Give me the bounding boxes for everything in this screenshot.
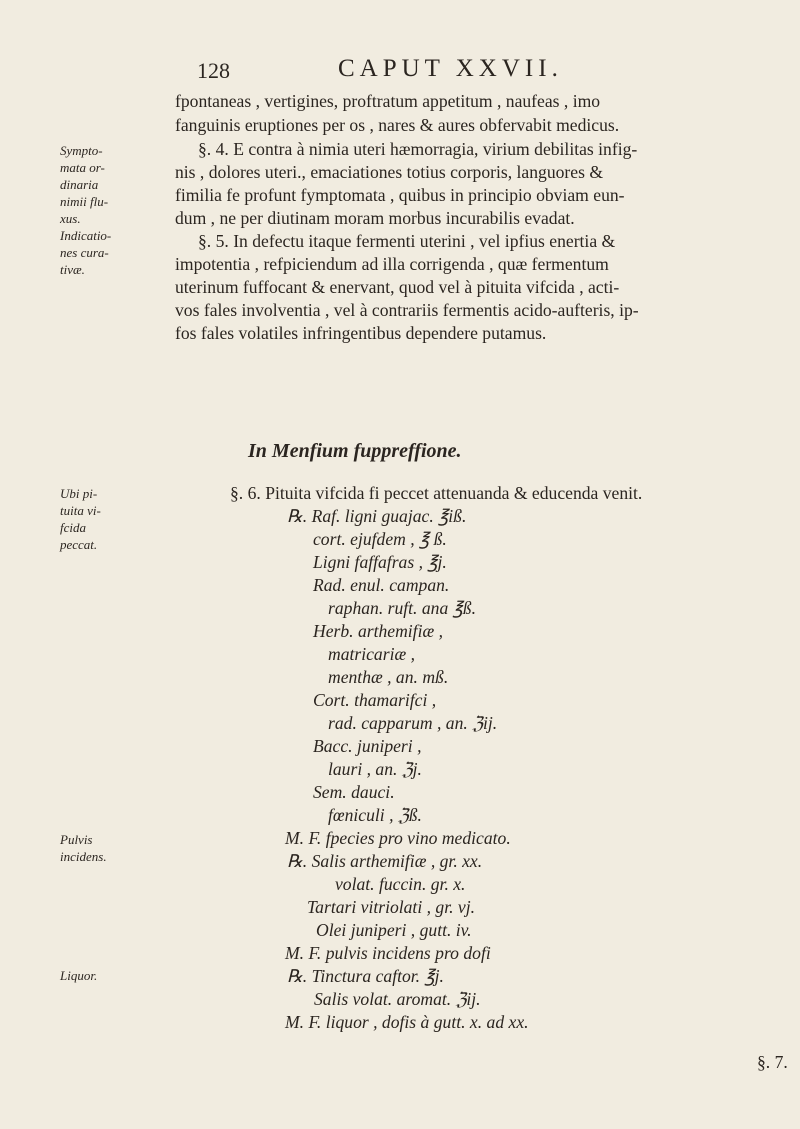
margin-note: mata or- [60,160,105,175]
recipe-line: matricariæ , [328,644,415,664]
margin-note: peccat. [60,537,98,552]
margin-note-liquor: Liquor. [60,968,98,983]
margin-note: incidens. [60,849,107,864]
recipe-line: rad. capparum , an. ℨij. [328,713,498,733]
body-line: fanguinis eruptiones per os , nares & aures obfervabit medicus. [175,115,620,135]
recipe-line: Tartari vitriolati , gr. vj. [307,897,475,917]
body-line: nis , dolores uteri., emaciationes totius corporis, languores & [175,162,604,182]
recipe-line: ℞. Salis arthemifiæ , gr. xx. [287,851,483,871]
recipe-line: raphan. ruft. ana ℥ß. [328,598,476,618]
recipe-line: ℞. Raf. ligni guajac. ℥iß. [287,506,467,526]
margin-note: nes cura- [60,245,109,260]
margin-note: fcida [60,520,86,535]
recipe-line: M. F. pulvis incidens pro dofi [285,943,491,963]
body-line: uterinum fuffocant & enervant, quod vel à pituita vifcida , acti- [175,277,620,297]
recipe-line: Cort. thamarifci , [313,690,437,710]
recipe-line: Ligni faffafras , ℥j. [313,552,447,572]
body-line: fos fales volatiles infringentibus dependere putamus. [175,323,547,343]
body-line: §. 4. E contra à nimia uteri hæmorragia, virium debilitas infig- [198,139,638,159]
margin-note: Indicatio- [60,228,112,243]
margin-note: xus. [60,211,81,226]
section-intro: §. 6. Pituita vifcida fi peccet attenuanda & educenda venit. [230,483,643,503]
body-line: vos fales involventia , vel à contrariis fermentis acido-aufteris, ip- [175,300,639,320]
body-line: dum , ne per diutinam moram morbus incurabilis evadat. [175,208,575,228]
page-number: 128 [197,58,230,83]
recipe-line: M. F. fpecies pro vino medicato. [285,828,511,848]
body-line: fimilia fe profunt fymptomata , quibus in principio obviam eun- [175,185,625,205]
recipe-line: Salis volat. aromat. ℨij. [314,989,481,1009]
recipe-line: Bacc. juniperi , [313,736,422,756]
margin-note: Sympto- [60,143,103,158]
recipe-line: Olei juniperi , gutt. iv. [316,920,472,940]
recipe-line: Rad. enul. campan. [313,575,450,595]
margin-note: Ubi pi- [60,486,98,501]
recipe-line: lauri , an. ℨj. [328,759,422,779]
margin-note: tivæ. [60,262,85,277]
margin-note: dinaria [60,177,99,192]
recipe-line: cort. ejufdem , ℥ ß. [313,529,447,549]
running-title: CAPUT XXVII. [338,55,563,82]
recipe-line: Sem. dauci. [313,782,395,802]
margin-note: nimii flu- [60,194,109,209]
body-line: fpontaneas , vertigines, proftratum appetitum , naufeas , imo [175,91,601,111]
recipe-line: volat. fuccin. gr. x. [335,874,466,894]
catchword: §. 7. [757,1052,788,1072]
body-line: impotentia , refpiciendum ad illa corrigenda , quæ fermentum [175,254,609,274]
recipe-line: ℞. Tinctura caftor. ℥j. [287,966,444,986]
recipe-line: menthæ , an. mß. [328,667,449,687]
margin-note: tuita vi- [60,503,101,518]
recipe-line: fœniculi , ℨß. [328,805,422,825]
recipe-line: Herb. arthemifiæ , [313,621,443,641]
body-line: §. 5. In defectu itaque fermenti uterini , vel ipfius enertia & [198,231,616,251]
section-heading: In Menfium fuppreffione. [248,440,462,462]
recipe-line: M. F. liquor , dofis à gutt. x. ad xx. [285,1012,529,1032]
margin-note: Pulvis [60,832,93,847]
